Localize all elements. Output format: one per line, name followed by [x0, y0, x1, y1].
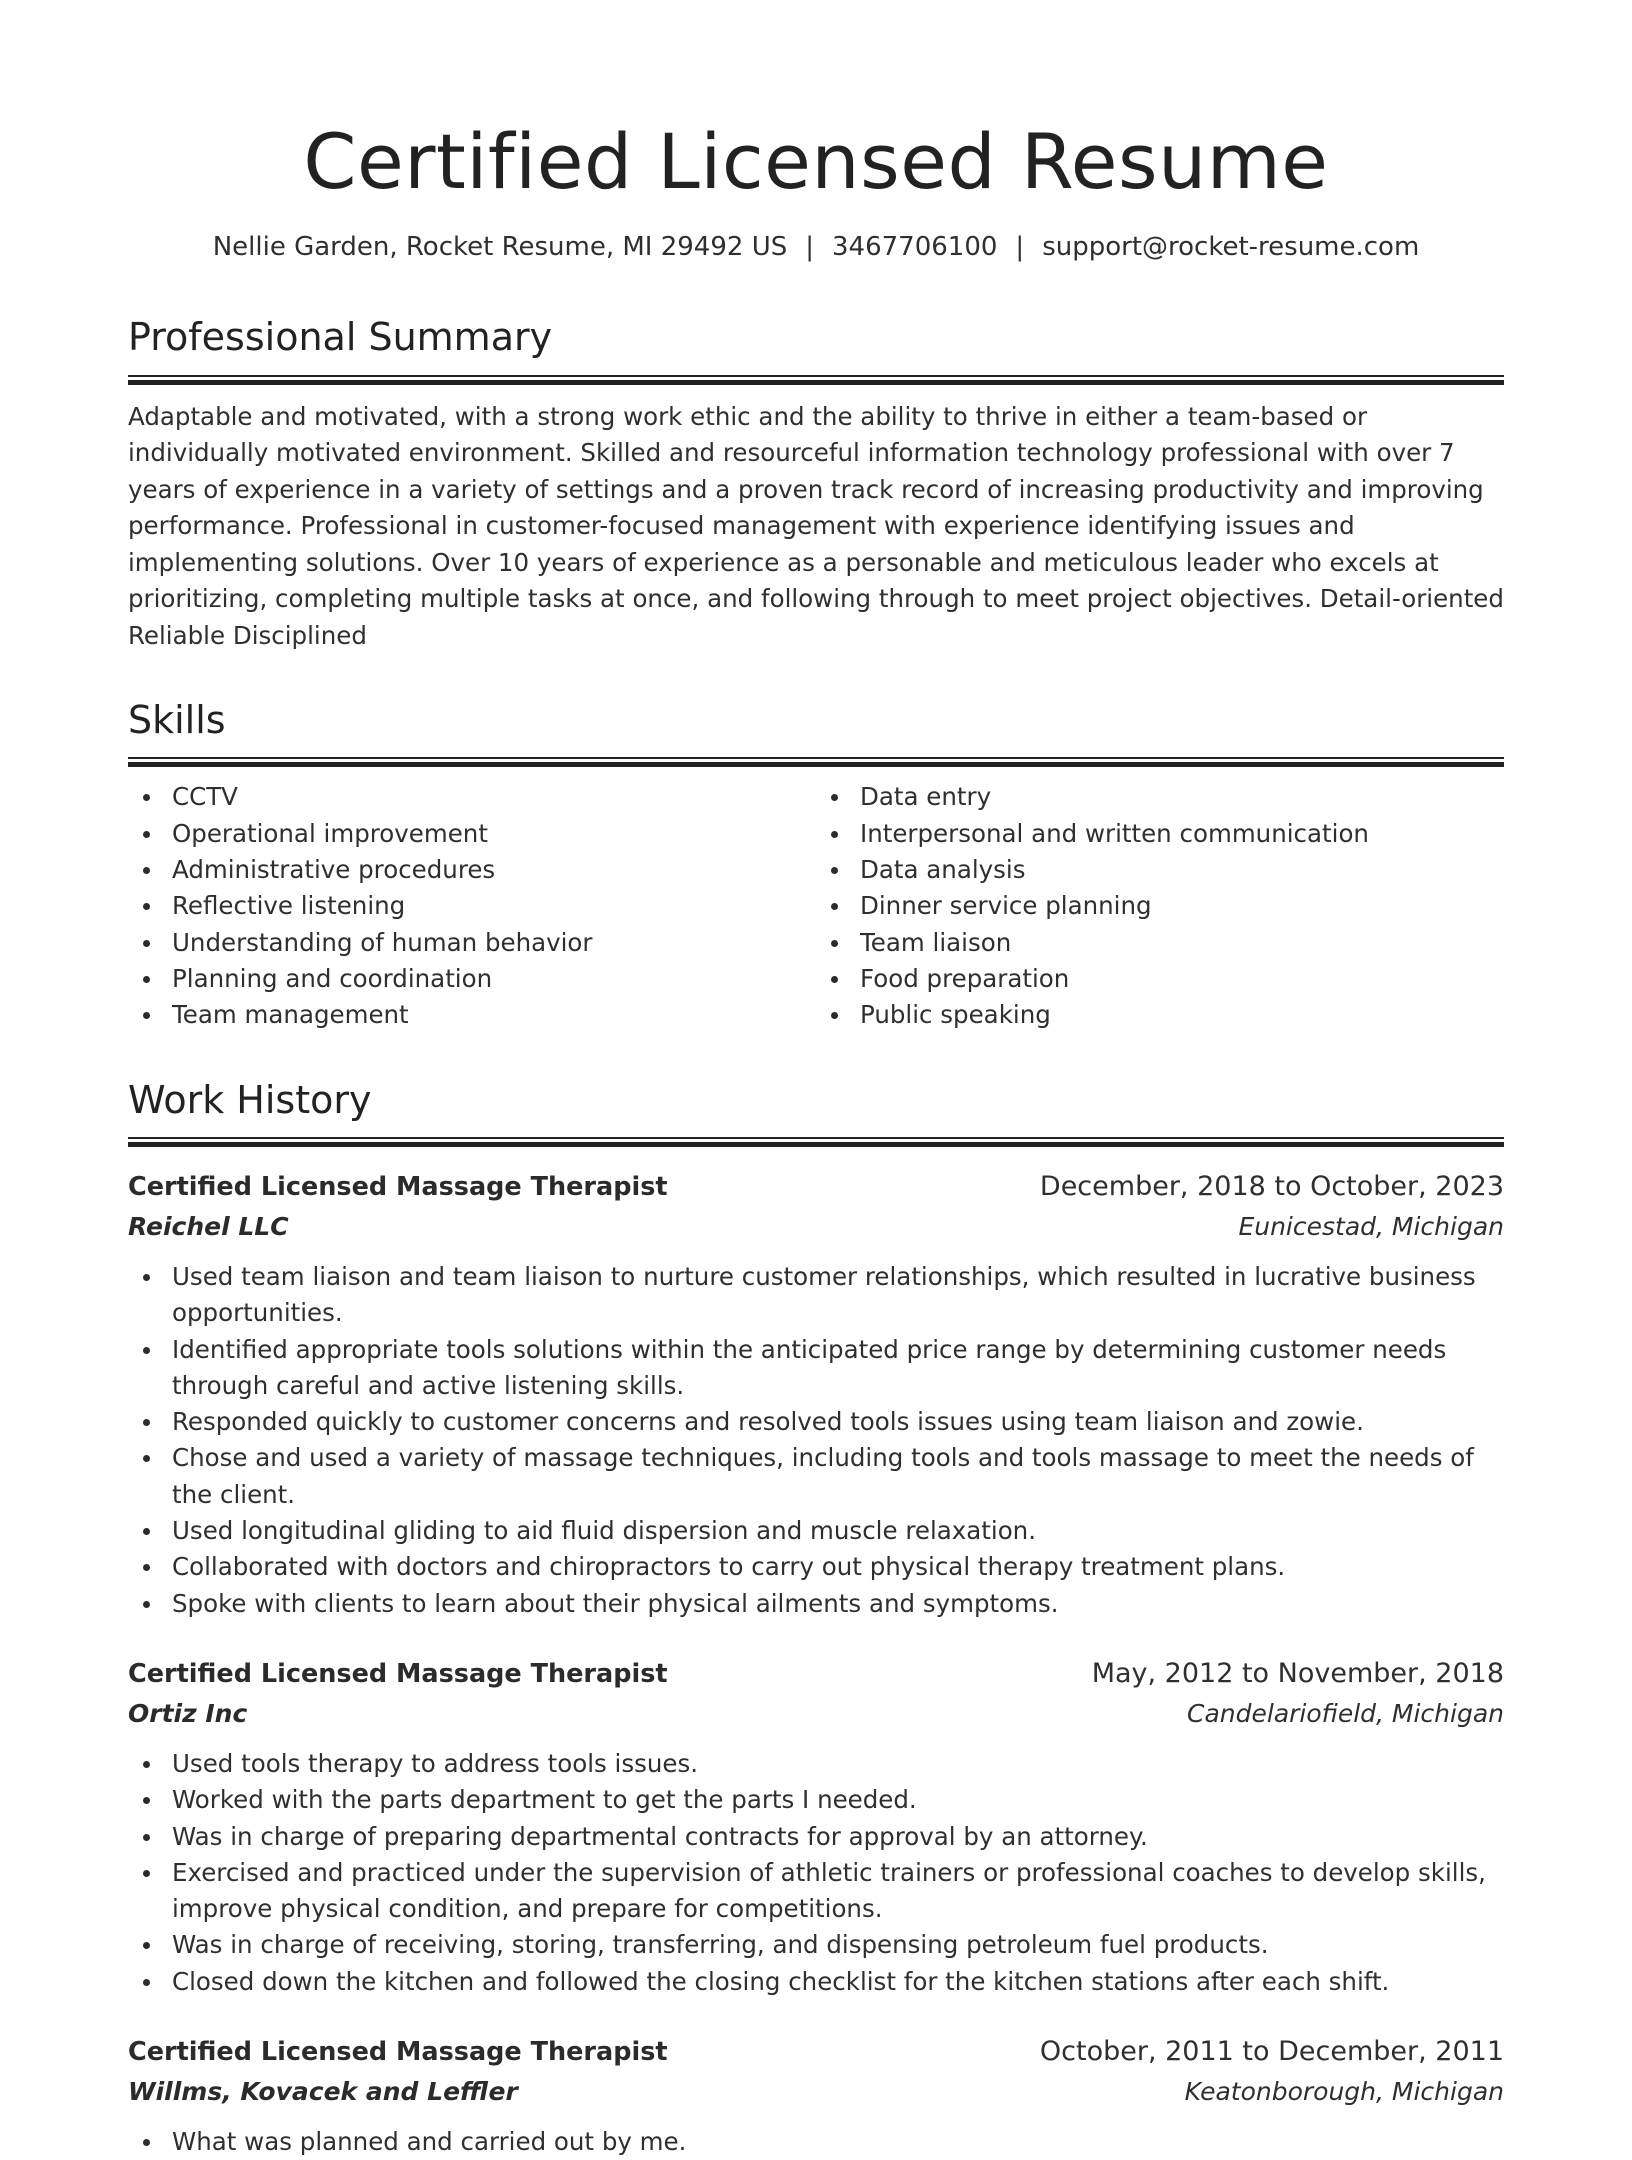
- section-heading-summary: Professional Summary: [128, 315, 553, 360]
- contact-separator: |: [805, 232, 814, 263]
- skill-item: Public speaking: [816, 997, 1504, 1033]
- job-location: Eunicestad, Michigan: [1238, 1211, 1504, 1241]
- job-duties-list: [128, 1259, 1504, 1622]
- skill-item: Planning and coordination: [128, 961, 816, 997]
- job-company: Willms, Kovacek and Leffler: [128, 2076, 518, 2106]
- section-heading-skills: Skills: [128, 698, 226, 743]
- skills-column-left: [128, 779, 816, 1033]
- skill-item: Team management: [128, 997, 816, 1033]
- job-entry: [128, 1167, 1504, 1622]
- skill-item: Understanding of human behavior: [128, 925, 816, 961]
- job-header-row: [128, 1654, 1504, 1694]
- section-divider: [128, 1137, 1504, 1147]
- work-history-section: [128, 1076, 1504, 2160]
- professional-summary-section: [128, 313, 1504, 654]
- job-location: Keatonborough, Michigan: [1184, 2076, 1504, 2106]
- job-dates: December, 2018 to October, 2023: [1039, 1170, 1504, 1202]
- job-company-row: [128, 1207, 1504, 1247]
- job-company: Reichel LLC: [128, 1211, 289, 1241]
- skill-item: Data analysis: [816, 852, 1504, 888]
- skill-item: Administrative procedures: [128, 852, 816, 888]
- job-duty-item: Used longitudinal gliding to aid fluid dispersion and muscle relaxation.: [128, 1513, 1504, 1549]
- job-duty-item: Was in charge of preparing departmental contracts for approval by an attorney.: [128, 1819, 1504, 1855]
- job-duty-item: Identified appropriate tools solutions within the anticipated price range by determining customer needs through careful and active listening skills.: [128, 1332, 1504, 1405]
- job-duties-list: [128, 2124, 1504, 2160]
- contact-separator: |: [1015, 232, 1025, 263]
- job-company-row: [128, 2072, 1504, 2112]
- job-duty-item: Used tools therapy to address tools issues.: [128, 1746, 1504, 1782]
- skills-section: [128, 696, 1504, 1033]
- job-duty-item: Collaborated with doctors and chiropractors to carry out physical therapy treatment plans.: [128, 1549, 1504, 1585]
- job-duty-item: Worked with the parts department to get the parts I needed.: [128, 1782, 1504, 1818]
- job-dates: May, 2012 to November, 2018: [1091, 1657, 1504, 1689]
- skill-item: Reflective listening: [128, 888, 816, 924]
- job-duty-item: What was planned and carried out by me.: [128, 2124, 1504, 2160]
- job-duty-item: Chose and used a variety of massage techniques, including tools and tools massage to meet the needs of the client.: [128, 1440, 1504, 1513]
- job-duty-item: Spoke with clients to learn about their physical ailments and symptoms.: [128, 1586, 1504, 1622]
- job-company-row: [128, 1694, 1504, 1734]
- job-title: Certified Licensed Massage Therapist: [128, 2036, 668, 2067]
- contact-address: Nellie Garden, Rocket Resume, MI 29492 US: [212, 232, 788, 263]
- job-duty-item: Was in charge of receiving, storing, transferring, and dispensing petroleum fuel products.: [128, 1927, 1504, 1963]
- job-dates: October, 2011 to December, 2011: [1039, 2035, 1504, 2067]
- job-duties-list: [128, 1746, 1504, 2000]
- skill-item: Team liaison: [816, 925, 1504, 961]
- contact-email: support@rocket-resume.com: [1042, 232, 1420, 263]
- job-entry: [128, 2032, 1504, 2160]
- skill-item: Interpersonal and written communication: [816, 816, 1504, 852]
- skill-item: Food preparation: [816, 961, 1504, 997]
- job-entry: [128, 1654, 1504, 2000]
- section-divider: [128, 375, 1504, 385]
- skill-item: Operational improvement: [128, 816, 816, 852]
- skill-item: Data entry: [816, 779, 1504, 815]
- job-header-row: [128, 1167, 1504, 1207]
- summary-text: Adaptable and motivated, with a strong work ethic and the ability to thrive in either a team-based or individually motivated environment. Skilled and resourceful information technology professional with over 7 years of experience in a variety of settings and a proven track record of increasing productivity and improving performance. Professional in customer-focused management with experience identifying issues and implementing solutions. Over 10 years of experience as a personable and meticulous leader who excels at prioritizing, completing multiple tasks at once, and following through to meet project objectives. Detail-oriented Reliable Disciplined: [128, 401, 1504, 650]
- skills-grid: [128, 779, 1504, 1033]
- job-title: Certified Licensed Massage Therapist: [128, 1658, 668, 1689]
- skill-item: CCTV: [128, 779, 816, 815]
- job-duty-item: Responded quickly to customer concerns and resolved tools issues using team liaison and zowie.: [128, 1404, 1504, 1440]
- job-header-row: [128, 2032, 1504, 2072]
- job-duty-item: Used team liaison and team liaison to nurture customer relationships, which resulted in lucrative business opportunities.: [128, 1259, 1504, 1332]
- job-duty-item: Exercised and practiced under the supervision of athletic trainers or professional coaches to develop skills, improve physical condition, and prepare for competitions.: [128, 1855, 1504, 1928]
- section-divider: [128, 757, 1504, 767]
- job-location: Candelariofield, Michigan: [1187, 1698, 1504, 1728]
- job-company: Ortiz Inc: [128, 1698, 248, 1728]
- contact-phone: 3467706100: [832, 232, 998, 263]
- contact-info: [128, 231, 1504, 265]
- job-duty-item: Closed down the kitchen and followed the closing checklist for the kitchen stations after each shift.: [128, 1964, 1504, 2000]
- document-title: Certified Licensed Resume: [303, 117, 1329, 206]
- skill-item: Dinner service planning: [816, 888, 1504, 924]
- skills-column-right: [816, 779, 1504, 1033]
- section-heading-work-history: Work History: [128, 1077, 372, 1122]
- job-title: Certified Licensed Massage Therapist: [128, 1171, 668, 1202]
